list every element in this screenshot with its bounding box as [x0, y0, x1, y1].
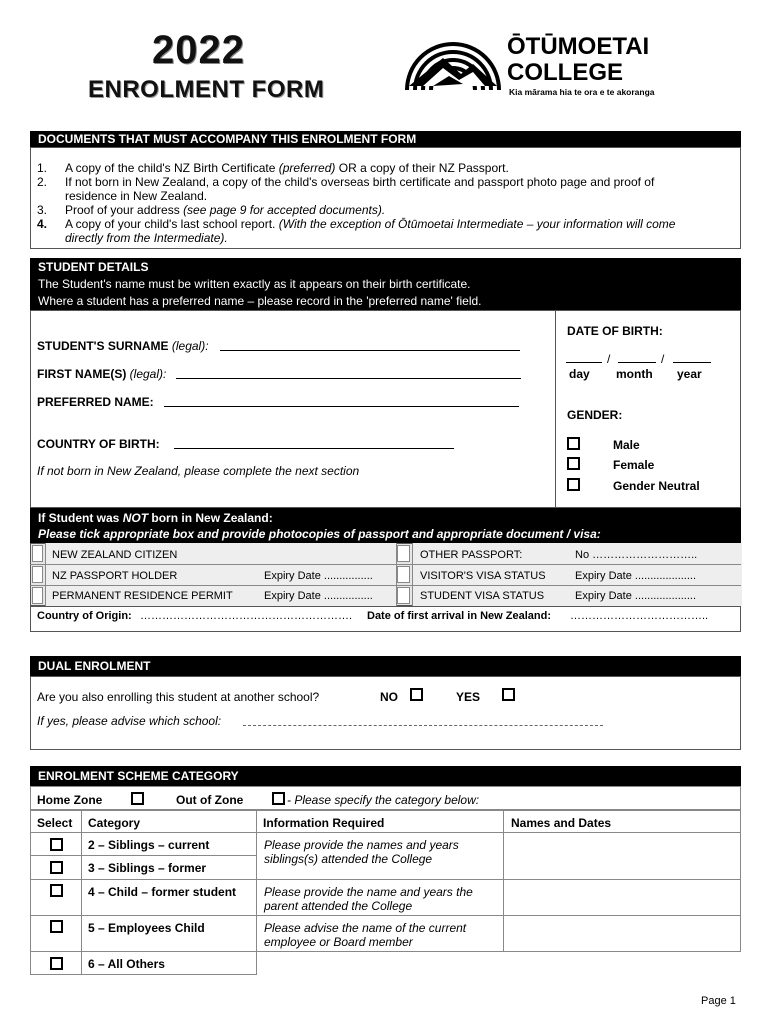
- names-dates-former-student[interactable]: [503, 879, 741, 916]
- visitor-visa-label: VISITOR'S VISA STATUS: [420, 570, 546, 582]
- dual-enrolment-question: Are you also enrolling this student at another school?: [37, 690, 320, 704]
- out-of-zone-label: Out of Zone: [176, 793, 244, 807]
- other-passport-label: OTHER PASSPORT:: [420, 549, 523, 561]
- other-school-label: If yes, please advise which school:: [37, 714, 222, 728]
- college-name-line1: ŌTŪMOETAI: [507, 33, 650, 60]
- col-category: Category: [88, 816, 141, 830]
- student-visa-expiry[interactable]: Expiry Date ....................: [575, 590, 697, 602]
- documents-heading: DOCUMENTS THAT MUST ACCOMPANY THIS ENROLMENT FORM: [30, 131, 741, 147]
- home-zone-label: Home Zone: [37, 793, 103, 807]
- gender-male-label: Male: [613, 438, 640, 452]
- category-3-checkbox[interactable]: [50, 861, 63, 874]
- country-of-origin-label: Country of Origin:: [37, 610, 132, 622]
- doc-item-4: A copy of your child's last school report. (With the exception of Ōtūmoetai Intermediate – your information will come: [65, 217, 676, 231]
- dual-yes-checkbox[interactable]: [502, 688, 515, 701]
- gender-neutral-label: Gender Neutral: [613, 479, 700, 493]
- surname-label: STUDENT'S SURNAME (legal):: [37, 339, 209, 353]
- col-names-dates: Names and Dates: [511, 816, 612, 830]
- dob-month-input[interactable]: [618, 362, 656, 363]
- doc-item-1-num: 1.: [37, 161, 48, 175]
- dual-no-checkbox[interactable]: [410, 688, 423, 701]
- form-title: ENROLMENT FORM: [88, 76, 325, 103]
- category-3-label: 3 – Siblings – former: [88, 861, 207, 875]
- college-logo-icon: [403, 16, 503, 96]
- dual-enrolment-heading: DUAL ENROLMENT: [30, 656, 741, 676]
- scheme-heading: ENROLMENT SCHEME CATEGORY: [30, 766, 741, 786]
- dob-separator-1: /: [607, 352, 611, 366]
- out-of-zone-checkbox[interactable]: [272, 792, 285, 805]
- doc-item-4-cont: directly from the Intermediate).: [65, 231, 228, 245]
- gender-male-checkbox[interactable]: [567, 437, 580, 450]
- doc-item-2: If not born in New Zealand, a copy of the child's overseas birth certificate and passport photo page and proof of: [65, 175, 655, 189]
- page-number: Page 1: [701, 995, 736, 1007]
- college-motto: Kia mārama hia te ora e te akoranga: [509, 87, 655, 97]
- country-of-origin-input[interactable]: ………………………………………………….: [140, 610, 353, 622]
- category-5-label: 5 – Employees Child: [88, 921, 205, 935]
- surname-input[interactable]: [220, 350, 520, 351]
- overseas-subheading: Please tick appropriate box and provide photocopies of passport and appropriate document / visa:: [38, 527, 601, 541]
- info-former-student: Please provide the name and years the: [264, 885, 473, 899]
- category-5-checkbox[interactable]: [50, 920, 63, 933]
- category-6-checkbox[interactable]: [50, 957, 63, 970]
- doc-item-3-num: 3.: [37, 203, 48, 217]
- arrival-date-label: Date of first arrival in New Zealand:: [367, 610, 551, 622]
- dob-year-input[interactable]: [673, 362, 711, 363]
- college-name-line2: COLLEGE: [507, 59, 624, 86]
- doc-item-2-cont: residence in New Zealand.: [65, 189, 208, 203]
- student-heading-bar: [30, 258, 741, 310]
- dual-no-label: NO: [380, 690, 398, 704]
- country-of-birth-label: COUNTRY OF BIRTH:: [37, 437, 160, 451]
- visitor-visa-expiry[interactable]: Expiry Date ....................: [575, 570, 697, 582]
- overseas-heading-bar: [30, 508, 741, 543]
- preferred-name-label: PREFERRED NAME:: [37, 395, 154, 409]
- dob-month-label: month: [616, 367, 653, 381]
- not-born-note: If not born in New Zealand, please complete the next section: [37, 464, 360, 478]
- first-name-input[interactable]: [176, 378, 521, 379]
- doc-item-2-num: 2.: [37, 175, 48, 189]
- student-note-1: The Student's name must be written exactly as it appears on their birth certificate.: [38, 277, 471, 291]
- gender-female-label: Female: [613, 458, 655, 472]
- country-of-birth-input[interactable]: [174, 448, 454, 449]
- col-select: Select: [37, 816, 73, 830]
- info-employee: Please advise the name of the current: [264, 921, 467, 935]
- gender-neutral-checkbox[interactable]: [567, 478, 580, 491]
- student-visa-label: STUDENT VISA STATUS: [420, 590, 545, 602]
- category-2-checkbox[interactable]: [50, 838, 63, 851]
- other-school-input[interactable]: [243, 725, 603, 726]
- names-dates-employee[interactable]: [503, 915, 741, 952]
- nz-passport-expiry[interactable]: Expiry Date ................: [264, 570, 373, 582]
- dob-label: DATE OF BIRTH:: [567, 324, 663, 338]
- doc-item-4-num: 4.: [37, 217, 48, 231]
- nz-citizen-label: NEW ZEALAND CITIZEN: [52, 549, 178, 561]
- doc-item-1: A copy of the child's NZ Birth Certificate (preferred) OR a copy of their NZ Passport.: [65, 161, 509, 175]
- preferred-name-input[interactable]: [164, 406, 519, 407]
- info-siblings: Please provide the names and years: [264, 838, 459, 852]
- doc-item-3: Proof of your address (see page 9 for accepted documents).: [65, 203, 386, 217]
- overseas-heading: If Student was NOT born in New Zealand:: [38, 511, 273, 525]
- info-former-student-cont: parent attended the College: [264, 899, 413, 913]
- arrival-date-input[interactable]: ………………………………..: [570, 610, 709, 622]
- student-note-2: Where a student has a preferred name – please record in the 'preferred name' field.: [38, 294, 482, 308]
- dob-day-label: day: [569, 367, 590, 381]
- dob-year-label: year: [677, 367, 702, 381]
- form-year: 2022: [152, 28, 245, 72]
- category-4-checkbox[interactable]: [50, 884, 63, 897]
- dob-day-input[interactable]: [566, 362, 602, 363]
- dual-enrolment-box: [30, 676, 741, 750]
- first-name-label: FIRST NAME(S) (legal):: [37, 367, 167, 381]
- category-2-label: 2 – Siblings – current: [88, 838, 210, 852]
- visitor-visa-checkbox[interactable]: [397, 566, 410, 583]
- specify-category-note: - Please specify the category below:: [287, 793, 480, 807]
- names-dates-siblings[interactable]: [503, 832, 741, 880]
- student-heading: STUDENT DETAILS: [38, 260, 149, 274]
- dob-separator-2: /: [661, 352, 665, 366]
- permanent-residence-label: PERMANENT RESIDENCE PERMIT: [52, 590, 233, 602]
- gender-female-checkbox[interactable]: [567, 457, 580, 470]
- student-visa-checkbox[interactable]: [397, 587, 410, 604]
- info-employee-cont: employee or Board member: [264, 935, 413, 949]
- category-4-label: 4 – Child – former student: [88, 885, 237, 899]
- col-information: Information Required: [263, 816, 385, 830]
- permanent-residence-checkbox[interactable]: [32, 587, 43, 604]
- other-passport-checkbox[interactable]: [397, 545, 410, 562]
- info-siblings-cont: siblings(s) attended the College: [264, 852, 433, 866]
- permanent-residence-expiry[interactable]: Expiry Date ................: [264, 590, 373, 602]
- nz-passport-checkbox[interactable]: [32, 566, 43, 583]
- nz-passport-label: NZ PASSPORT HOLDER: [52, 570, 178, 582]
- gender-label: GENDER:: [567, 408, 623, 422]
- category-6-label: 6 – All Others: [88, 957, 165, 971]
- other-passport-number[interactable]: No ………………………..: [575, 549, 698, 561]
- nz-citizen-checkbox[interactable]: [32, 545, 43, 562]
- dual-yes-label: YES: [456, 690, 481, 704]
- home-zone-checkbox[interactable]: [131, 792, 144, 805]
